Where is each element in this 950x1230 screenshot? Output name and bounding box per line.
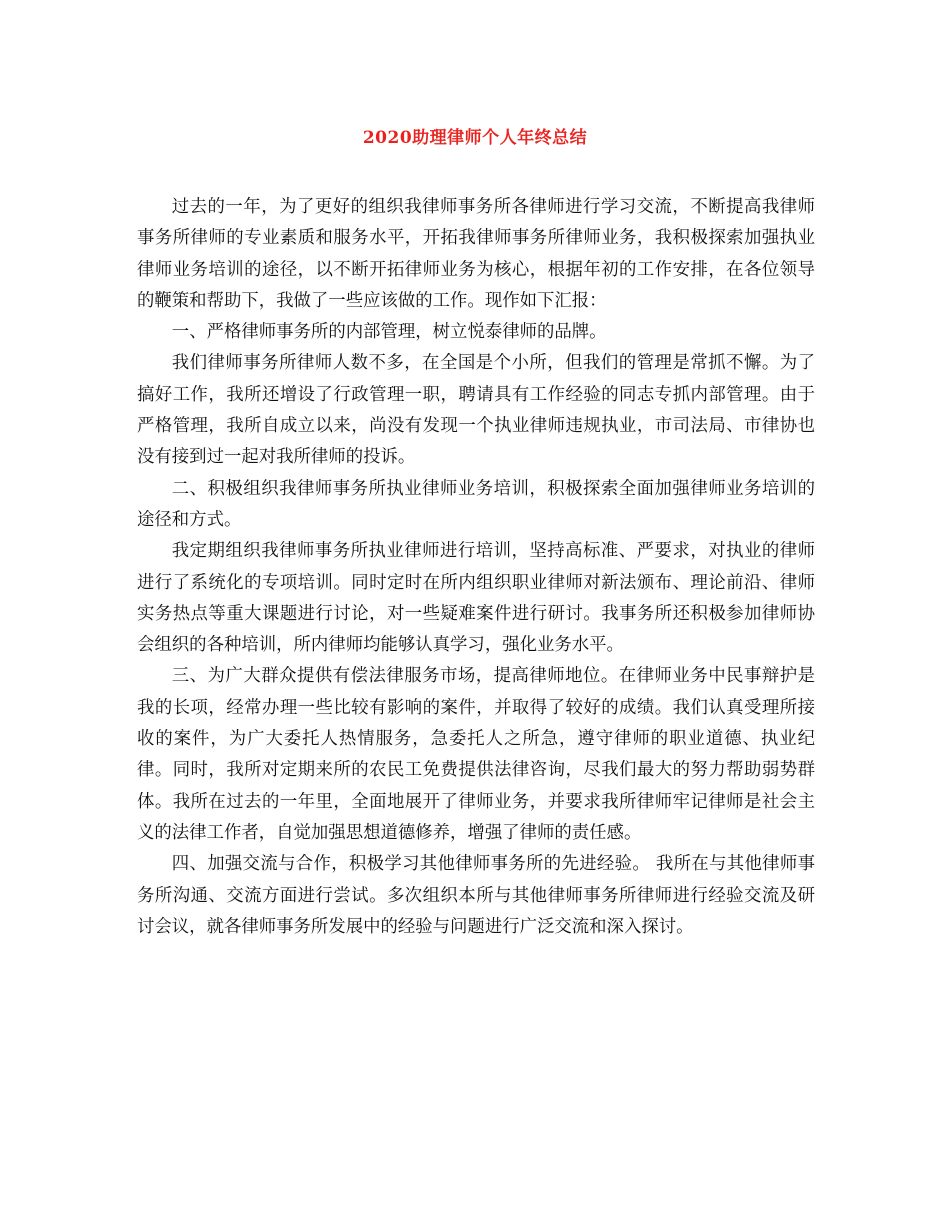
heading-section-1: 一、严格律师事务所的内部管理，树立悦泰律师的品牌。: [171, 322, 607, 343]
document-title: 2020助理律师个人年终总结: [362, 128, 588, 148]
paragraph-section-4: 四、加强交流与合作，积极学习其他律师事务所的先进经验。 我所在与其他律师事务所沟通、交流方面进行尝试。多次组织本所与其他律师事务所律师进行经验交流及研讨会议，就各律师事务所发展中的经验与问题进行广泛交流和深入探讨。: [137, 854, 815, 937]
document-body: [137, 192, 815, 943]
heading-section-2: 二、积极组织我律师事务所执业律师业务培训，积极探索全面加强律师业务培训的途径和方式。: [137, 478, 815, 530]
paragraph-intro: 过去的一年，为了更好的组织我律师事务所各律师进行学习交流，不断提高我律师事务所律师的专业素质和服务水平，开拓我律师事务所律师业务，我积极探索加强执业律师业务培训的途径，以不断开拓律师业务为核心，根据年初的工作安排，在各位领导的鞭策和帮助下，我做了一些应该做的工作。现作如下汇报：: [137, 197, 815, 311]
paragraph-section-1: 我们律师事务所律师人数不多，在全国是个小所，但我们的管理是常抓不懈。为了搞好工作，我所还增设了行政管理一职，聘请具有工作经验的同志专抓内部管理。由于严格管理，我所自成立以来，尚没有发现一个执业律师违规执业，市司法局、市律协也没有接到过一起对我所律师的投诉。: [137, 353, 815, 468]
paragraph-section-3: 三、为广大群众提供有偿法律服务市场，提高律师地位。在律师业务中民事辩护是我的长项，经常办理一些比较有影响的案件，并取得了较好的成绩。我们认真受理所接收的案件，为广大委托人热情服务，急委托人之所急，遵守律师的职业道德、执业纪律。同时，我所对定期来所的农民工免费提供法律咨询，尽我们最大的努力帮助弱势群体。我所在过去的一年里，全面地展开了律师业务，并要求我所律师牢记律师是社会主义的法律工作者，自觉加强思想道德修养，增强了律师的责任感。: [137, 666, 815, 843]
paragraph-section-2: 我定期组织我律师事务所执业律师进行培训，坚持高标准、严要求，对执业的律师进行了系统化的专项培训。同时定时在所内组织职业律师对新法颁布、理论前沿、律师实务热点等重大课题进行讨论，对一些疑难案件进行研讨。我事务所还积极参加律师协会组织的各种培训，所内律师均能够认真学习，强化业务水平。: [137, 541, 815, 656]
